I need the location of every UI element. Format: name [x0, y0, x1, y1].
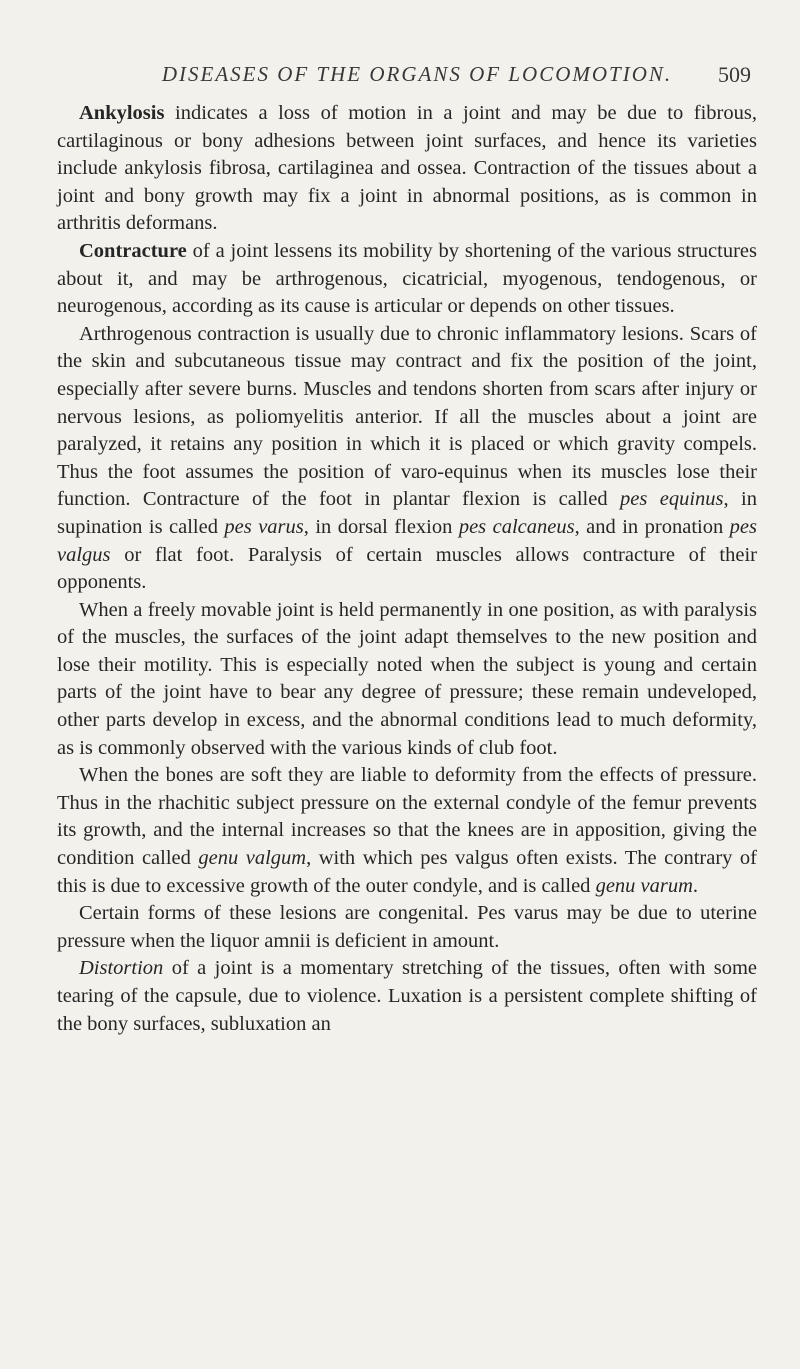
- paragraph-text: Arthrogenous contraction is usually due to chronic inflammatory lesions. Scars of the skin and subcutaneous tissue may contract and fix the position of the joint, especially after severe burns. Muscles and tendons shorten from scars after injury or nervous lesions, as poliomyelitis anterior. If all the muscles about a joint are paralyzed, it retains any position in which it is placed or which gravity compels. Thus the foot assumes the position of varo-equinus when its muscles lose their function. Contracture of the foot in plantar flexion is called: [57, 322, 757, 511]
- term-pes-varus: pes varus: [224, 515, 304, 538]
- paragraph-text: When a freely movable joint is held permanently in one position, as with paralysis of the muscles, the surfaces of the joint adapt themselves to the new position and lose their motility. This is especially noted when the subject is young and certain parts of the joint have to bear any degree of pressure; these remain undeveloped, other parts develop in excess, and the abnormal conditions lead to much deformity, as is commonly observed with the various kinds of club foot.: [57, 598, 757, 759]
- term-pes-valgus: pes valgus: [57, 515, 757, 566]
- paragraph-soft-bones: [57, 762, 757, 900]
- term-ankylosis: Ankylosis: [79, 102, 165, 124]
- paragraph-text: When the bones are soft they are liable to deformity from the effects of pressure. Thus in the rhachitic subject pressure on the external condyle of the femur prevents its growth, and the internal increases so that the knees are in apposition, giving the condition called: [57, 764, 757, 870]
- paragraph-text: of a joint is a momentary stretching of the tissues, often with some tearing of the capsule, due to violence. Luxation is a persistent complete shifting of the bony surfaces, subluxation an: [57, 957, 757, 1035]
- paragraph-movable-joint: [57, 597, 757, 763]
- term-genu-valgum: genu valgum: [198, 847, 307, 870]
- paragraph-contracture: [57, 238, 757, 321]
- paragraph-text: Certain forms of these lesions are congenital. Pes varus may be due to uterine pressure when the liquor amnii is deficient in amount.: [57, 902, 757, 952]
- paragraph-text: indicates a loss of motion in a joint and may be due to fibrous, cartilaginous or bony adhesions between joint surfaces, and hence its varieties include ankylosis fibrosa, cartilaginea and ossea. Contraction of the tissues about a joint and bony growth may fix a joint in abnormal positions, as is common in arthritis deformans.: [57, 102, 757, 235]
- term-distortion: Distortion: [79, 957, 164, 980]
- term-pes-equinus: pes equinus: [620, 488, 724, 511]
- paragraph-text: or flat foot. Paralysis of certain muscles allows contracture of their opponents.: [57, 543, 757, 594]
- paragraph-distortion: [57, 955, 757, 1038]
- paragraph-text: , with which pes valgus often exists. The contrary of this is due to excessive growth of the outer condyle, and is called: [57, 847, 758, 897]
- term-contracture: Contracture: [79, 239, 187, 262]
- paragraph-text: , in supination is called: [57, 488, 757, 538]
- paragraph-text: .: [692, 874, 699, 897]
- running-title: DISEASES OF THE ORGANS OF LOCOMOTION.: [161, 62, 673, 86]
- body-text: [57, 100, 757, 1038]
- term-pes-calcaneus: pes calcaneus: [458, 515, 575, 538]
- paragraph-text: of a joint lessens its mobility by shortening of the various structures about it, and may be arthrogenous, cicatricial, myogenous, tendogenous, or neurogenous, according as its cause is articular or depends on other tissues.: [57, 239, 757, 318]
- paragraph-arthrogenous: [57, 321, 757, 597]
- paragraph-text: , and in pronation: [574, 515, 730, 538]
- paragraph-congenital: [57, 900, 757, 955]
- paragraph-ankylosis: [57, 100, 757, 238]
- page-header: [0, 62, 800, 102]
- paragraph-text: , in dorsal flexion: [303, 515, 459, 538]
- page-number: 509: [718, 62, 751, 87]
- term-genu-varum: genu varum: [595, 874, 693, 897]
